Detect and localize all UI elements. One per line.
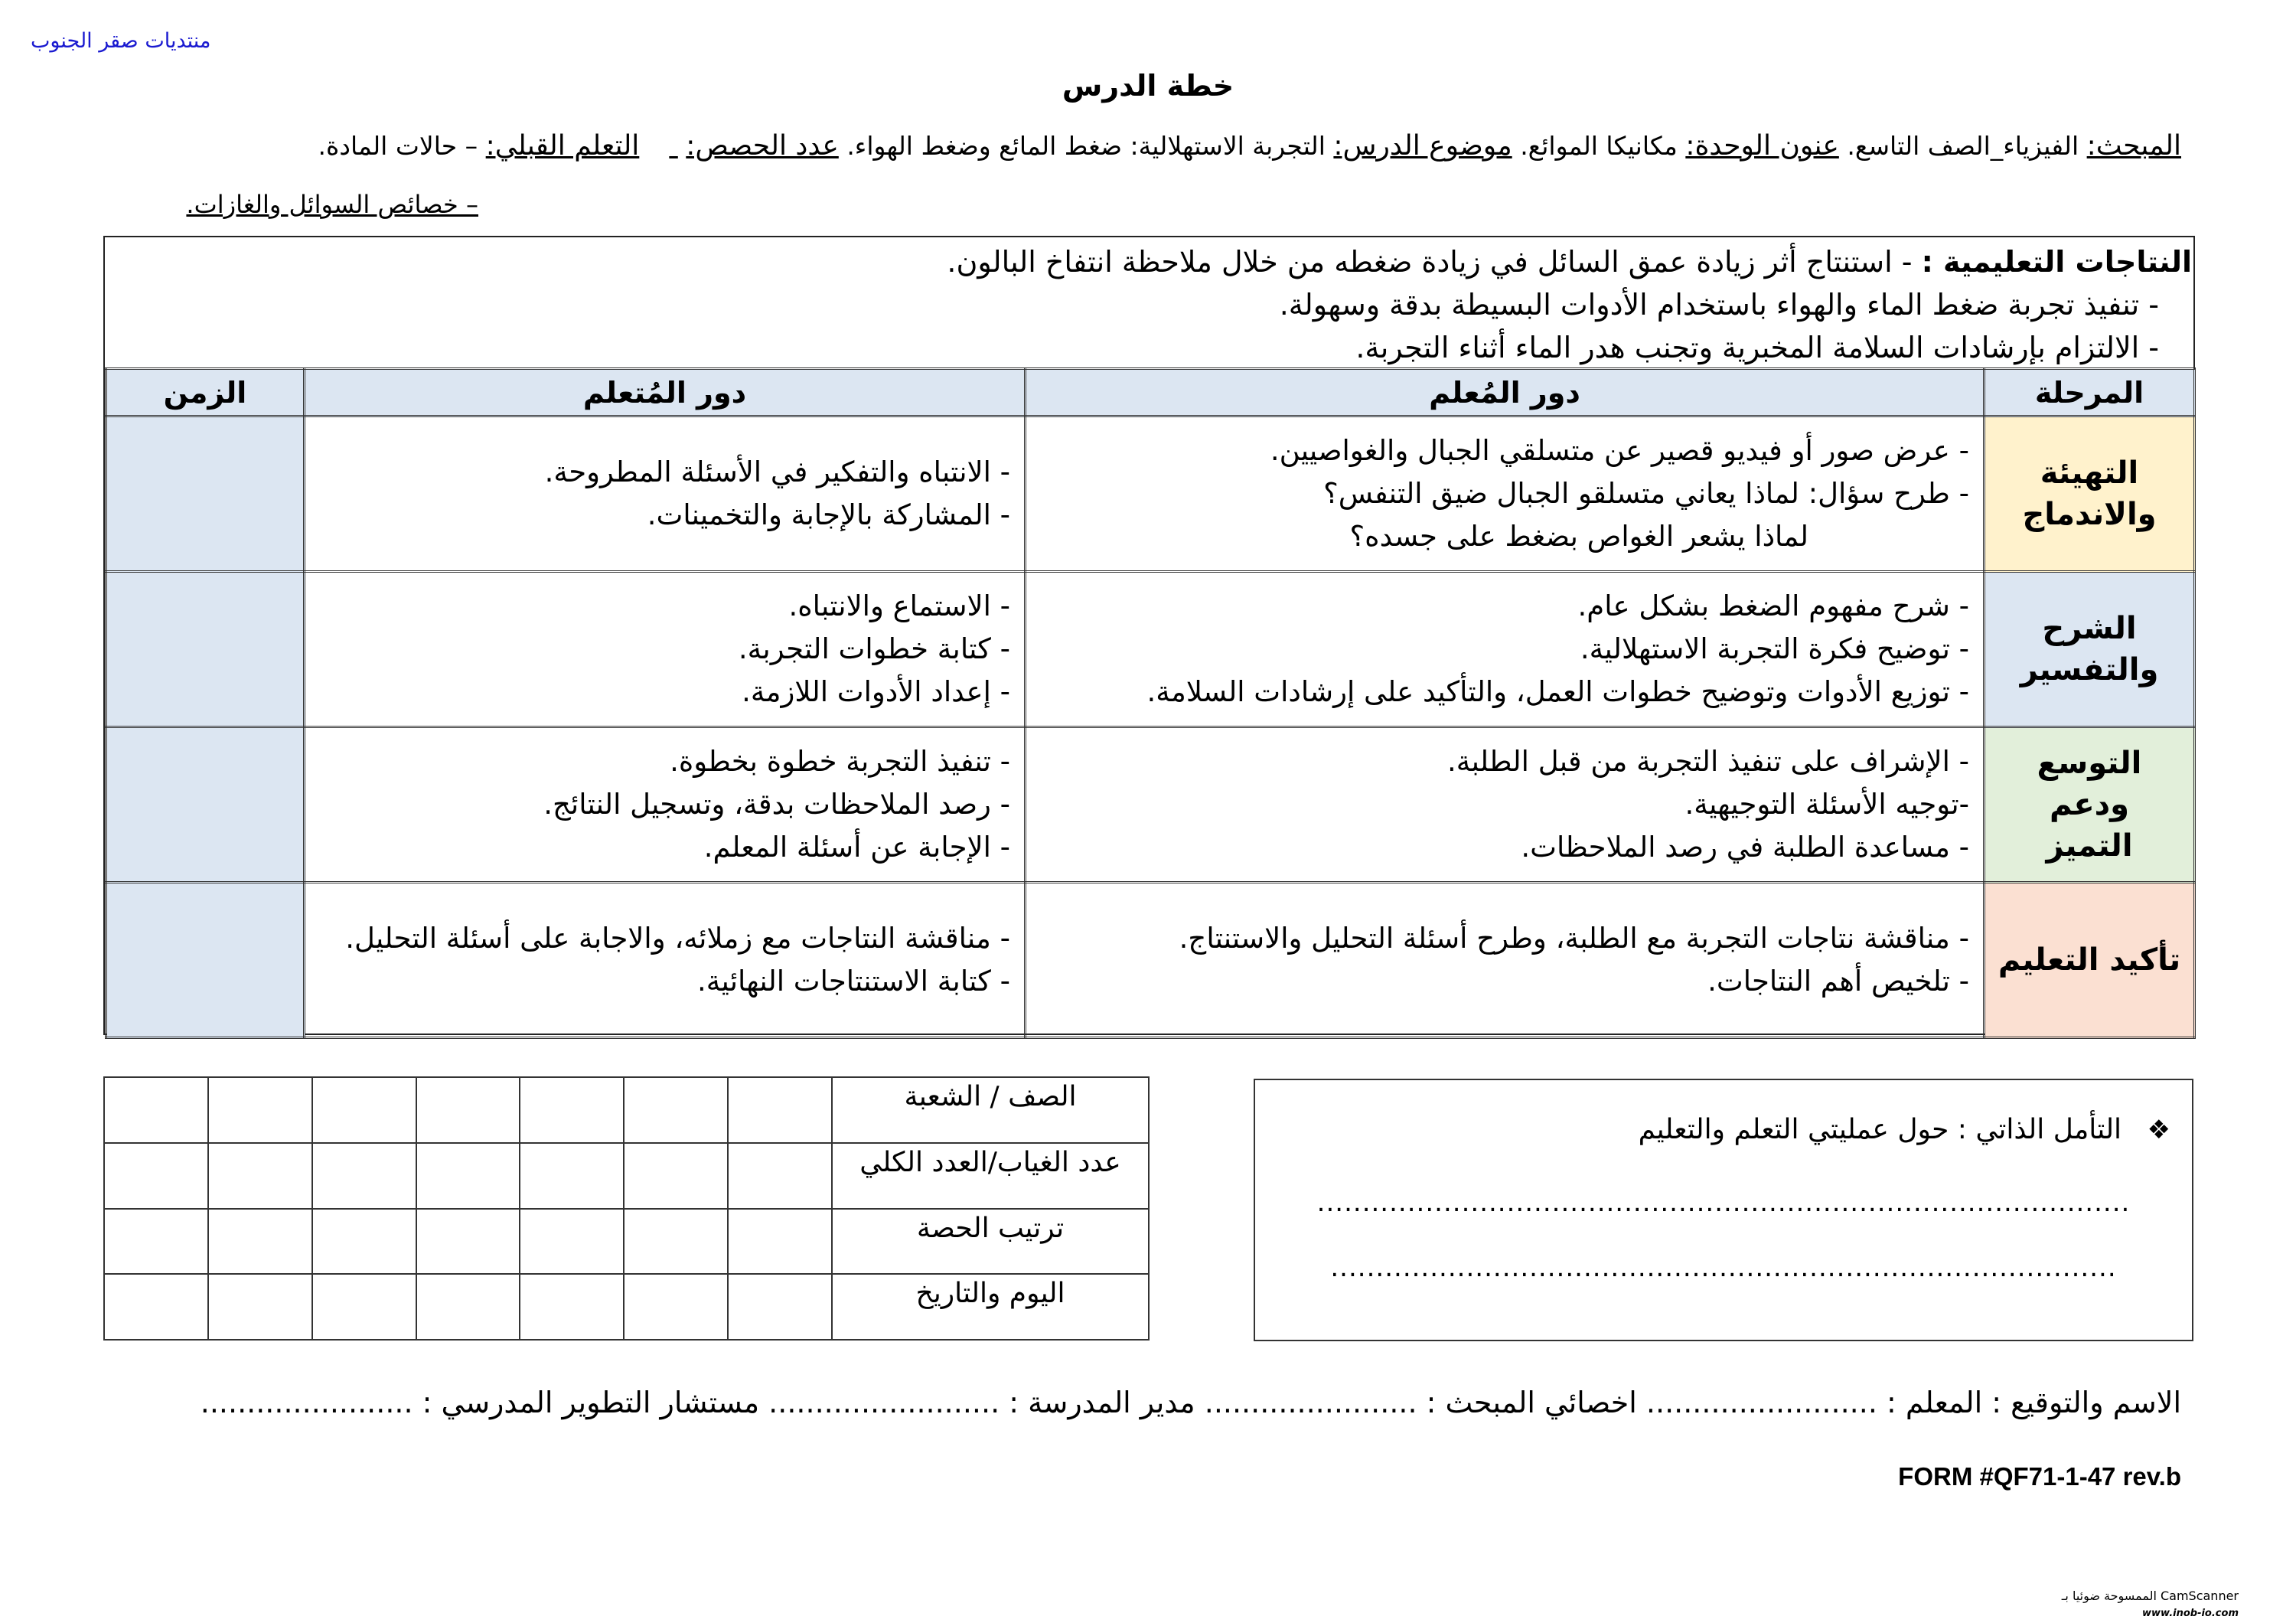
- entry-cell[interactable]: [520, 1209, 624, 1275]
- absence-count-label: عدد الغياب/العدد الكلي: [832, 1143, 1149, 1209]
- learner-role-line: - مناقشة النتاجات مع زملائه، والاجابة على أسئلة التحليل.: [345, 922, 1010, 955]
- stage-label: والاندماج: [2022, 497, 2157, 532]
- page-title: خطة الدرس: [1062, 69, 1234, 103]
- entry-cell[interactable]: [208, 1209, 312, 1275]
- table-row: [104, 1209, 1149, 1275]
- stage-cell: [1985, 883, 2195, 1038]
- entry-cell[interactable]: [416, 1077, 520, 1143]
- teacher-role-cell: [1026, 572, 1985, 727]
- learning-outcomes: [126, 240, 2192, 369]
- stage-cell: [1985, 416, 2195, 572]
- learner-role-line: - تنفيذ التجربة خطوة بخطوة.: [670, 745, 1010, 778]
- table-row: [104, 1274, 1149, 1340]
- table-row: [106, 727, 2195, 883]
- entry-cell[interactable]: [104, 1077, 208, 1143]
- outcome-item: - الالتزام بإرشادات السلامة المخبرية وتجنب هدر الماء أثناء التجربة.: [1355, 331, 2159, 364]
- table-row: [104, 1143, 1149, 1209]
- entry-cell[interactable]: [624, 1077, 728, 1143]
- entry-cell[interactable]: [312, 1077, 416, 1143]
- time-cell[interactable]: [106, 416, 305, 572]
- outcome-line-1: [126, 240, 2192, 283]
- entry-cell[interactable]: [728, 1143, 832, 1209]
- self-reflection-label: التأمل الذاتي : حول عمليتي التعلم والتعليم: [1638, 1114, 2122, 1145]
- teacher-role-line: -توجيه الأسئلة التوجيهية.: [1684, 788, 1969, 821]
- table-row: [104, 1077, 1149, 1143]
- prior-learning-value: – حالات المادة.: [318, 131, 478, 161]
- form-code: FORM #QF71-1-47 rev.b: [1898, 1462, 2181, 1491]
- subject-value: الفيزياء_الصف التاسع.: [1847, 131, 2079, 161]
- teacher-role-line: - طرح سؤال: لماذا يعاني متسلقو الجبال ضيق التنفس؟: [1323, 477, 1969, 510]
- periods-value: [647, 130, 678, 162]
- entry-cell[interactable]: [520, 1143, 624, 1209]
- topic-label: موضوع الدرس:: [1333, 130, 1512, 162]
- lesson-plan-frame: [103, 236, 2195, 1035]
- class-attendance-table: [103, 1076, 1150, 1341]
- stage-label: التهيئة: [2040, 456, 2139, 491]
- learner-role-line: - كتابة الاستنتاجات النهائية.: [696, 965, 1010, 998]
- teacher-role-line: - تلخيص أهم النتاجات.: [1707, 965, 1969, 998]
- self-reflection-heading: [1639, 1114, 2170, 1145]
- teacher-role-line: - توزيع الأدوات وتوضيح خطوات العمل، والتأكيد على إرشادات السلامة.: [1146, 675, 1969, 708]
- header-time: الزمن: [106, 369, 305, 416]
- prior-learning-label: التعلم القبلي:: [485, 130, 640, 162]
- learner-role-line: - الاستماع والانتباه.: [788, 589, 1010, 622]
- teacher-role-cell: [1026, 727, 1985, 883]
- header-stage: المرحلة: [1985, 369, 2195, 416]
- topic-value: التجربة الاستهلالية: ضغط المائع وضغط الهواء.: [846, 131, 1326, 161]
- learner-role-cell: [305, 572, 1026, 727]
- teacher-role-cell: [1026, 416, 1985, 572]
- entry-cell[interactable]: [624, 1143, 728, 1209]
- table-row: [106, 572, 2195, 727]
- teacher-role-cell: [1026, 883, 1985, 1038]
- self-reflection-box: [1254, 1079, 2193, 1341]
- teacher-role-line: - عرض صور أو فيديو قصير عن متسلقي الجبال والغواصيين.: [1270, 434, 1969, 467]
- entry-cell[interactable]: [416, 1209, 520, 1275]
- entry-cell[interactable]: [520, 1274, 624, 1340]
- learner-role-line: - المشاركة بالإجابة والتخمينات.: [647, 498, 1010, 531]
- period-order-label: ترتيب الحصة: [832, 1209, 1149, 1275]
- stage-cell: [1985, 727, 2195, 883]
- teacher-role-line: - شرح مفهوم الضغط بشكل عام.: [1577, 589, 1969, 622]
- header-learner-role: دور المُتعلم: [305, 369, 1026, 416]
- periods-label: عدد الحصص:: [686, 130, 839, 162]
- entry-cell[interactable]: [728, 1274, 832, 1340]
- entry-cell[interactable]: [416, 1274, 520, 1340]
- header-teacher-role: دور المُعلم: [1026, 369, 1985, 416]
- entry-cell[interactable]: [208, 1143, 312, 1209]
- entry-cell[interactable]: [312, 1274, 416, 1340]
- entry-cell[interactable]: [208, 1274, 312, 1340]
- site-link[interactable]: منتديات صقر الجنوب: [31, 29, 211, 53]
- class-section-label: الصف / الشعبة: [832, 1077, 1149, 1143]
- entry-cell[interactable]: [312, 1143, 416, 1209]
- teacher-role-line: - مساعدة الطلبة في رصد الملاحظات.: [1521, 831, 1969, 864]
- entry-cell[interactable]: [520, 1077, 624, 1143]
- stage-cell: [1985, 572, 2195, 727]
- entry-cell[interactable]: [208, 1077, 312, 1143]
- entry-cell[interactable]: [624, 1209, 728, 1275]
- day-date-label: اليوم والتاريخ: [832, 1274, 1149, 1340]
- learner-role-line: - الإجابة عن أسئلة المعلم.: [703, 831, 1010, 864]
- teacher-role-line: - الإشراف على تنفيذ التجربة من قبل الطلبة.: [1447, 745, 1969, 778]
- teacher-role-line: لماذا يشعر الغواص بضغط على جسده؟: [1349, 520, 1808, 553]
- entry-cell[interactable]: [728, 1209, 832, 1275]
- table-header-row: [106, 369, 2195, 416]
- lesson-plan-table: [105, 367, 2196, 1039]
- learner-role-line: - كتابة خطوات التجربة.: [738, 632, 1010, 665]
- scanner-watermark: الممسوحة ضوئيا بـ CamScanner: [2061, 1589, 2239, 1603]
- scanner-url: www.inob-io.com: [2142, 1608, 2239, 1619]
- outcome-item: - تنفيذ تجربة ضغط الماء والهواء باستخدام الأدوات البسيطة بدقة وسهولة.: [1279, 288, 2159, 322]
- stage-label: التوسع ودعم: [2037, 746, 2142, 822]
- learner-role-cell: [305, 416, 1026, 572]
- diamond-bullet-icon: ❖: [2147, 1115, 2170, 1145]
- entry-cell[interactable]: [104, 1274, 208, 1340]
- entry-cell[interactable]: [104, 1143, 208, 1209]
- outcomes-label: النتاجات التعليمية :: [1921, 245, 2192, 279]
- reflection-line-2[interactable]: .......................................................................................: [1330, 1252, 2117, 1283]
- unit-value: مكانيكا الموائع.: [1520, 131, 1678, 161]
- lesson-info-line: [318, 130, 2181, 162]
- learner-role-line: - الانتباه والتفكير في الأسئلة المطروحة.: [544, 456, 1010, 488]
- teacher-role-line: - مناقشة نتاجات التجربة مع الطلبة، وطرح أسئلة التحليل والاستنتاج.: [1179, 922, 1969, 955]
- outcome-item: - استنتاج أثر زيادة عمق السائل في زيادة ضغطه من خلال ملاحظة انتفاخ البالون.: [947, 245, 1913, 279]
- learner-role-cell: [305, 883, 1026, 1038]
- signature-line: الاسم والتوقيع : المعلم : ......................... اخصائي المبحث : ....................... مدير المدرسة : ......................... مستشار التطوير المدرسي : .......................: [200, 1386, 2181, 1419]
- table-row: [106, 416, 2195, 572]
- learner-role-line: - إعداد الأدوات اللازمة.: [742, 675, 1010, 708]
- time-cell[interactable]: [106, 883, 305, 1038]
- stage-label: الشرح: [2042, 611, 2137, 646]
- reflection-line-1[interactable]: ..........................................................................................: [1316, 1187, 2131, 1218]
- stage-label: والتفسير: [2020, 652, 2159, 687]
- learner-role-line: - رصد الملاحظات بدقة، وتسجيل النتائج.: [543, 788, 1010, 821]
- table-row: [106, 883, 2195, 1038]
- learner-role-cell: [305, 727, 1026, 883]
- entry-cell[interactable]: [624, 1274, 728, 1340]
- unit-label: عنون الوحدة:: [1685, 130, 1839, 162]
- teacher-role-line: - توضيح فكرة التجربة الاستهلالية.: [1580, 632, 1969, 665]
- stage-label: التميز: [2046, 828, 2133, 864]
- entry-cell[interactable]: [728, 1077, 832, 1143]
- subject-label: المبحث:: [2086, 130, 2181, 162]
- time-cell[interactable]: [106, 572, 305, 727]
- entry-cell[interactable]: [104, 1209, 208, 1275]
- entry-cell[interactable]: [416, 1143, 520, 1209]
- stage-label: تأكيد التعليم: [1998, 942, 2181, 978]
- prior-learning-value-2: – خصائص السوائل والغازات.: [186, 190, 478, 219]
- time-cell[interactable]: [106, 727, 305, 883]
- entry-cell[interactable]: [312, 1209, 416, 1275]
